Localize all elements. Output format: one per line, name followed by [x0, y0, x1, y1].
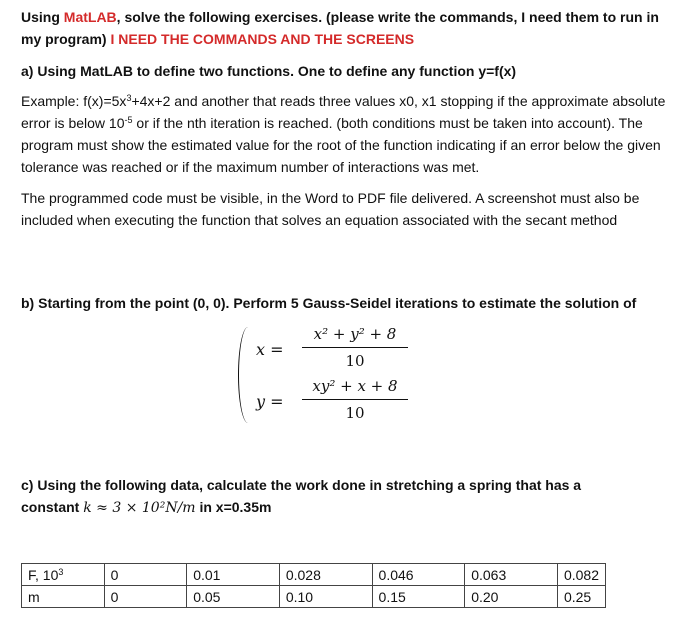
equation-y-lhs: y =	[256, 392, 284, 411]
table-cell: 0.028	[279, 564, 372, 586]
matlab-highlight: MatLAB	[63, 9, 117, 25]
part-b-title: b) Starting from the point (0, 0). Perform 5 Gauss-Seidel iterations to estimate the solution of	[21, 295, 637, 311]
equation-y-numerator: xy² + x + 8	[312, 377, 398, 395]
table-cell: 0.25	[557, 586, 605, 608]
intro-prefix: Using	[21, 9, 64, 25]
table-cell: 0.05	[187, 586, 280, 608]
example-text-3: or if the nth iteration is reached. (both conditions must be taken into account). The program must show the estimated value for the root of the function indicating if an error below the given tolerance was reached or if the maximum number of interactions was met.	[21, 115, 661, 175]
table-cell: 0.10	[279, 586, 372, 608]
part-c-suffix: in x=0.35m	[195, 499, 272, 515]
table-row	[22, 564, 606, 586]
row-label-text: F, 10	[28, 566, 59, 583]
equation-y	[250, 377, 420, 425]
table-row	[22, 586, 606, 608]
row-label-sup: 3	[58, 566, 64, 577]
row-label-displacement: m	[22, 586, 105, 608]
intro-emphasis: I NEED THE COMMANDS AND THE SCREENS	[110, 31, 415, 47]
intro-middle: , solve the following exercises. (please write the commands, I need them to run in my program)	[21, 9, 659, 47]
table-cell: 0.15	[372, 586, 465, 608]
equation-x	[250, 325, 420, 373]
example-text-2: +4x+2 and another that reads three values x0, x1 stopping if the approximate absolute error is below 10	[21, 93, 666, 131]
fraction-bar	[302, 399, 408, 400]
equation-x-numerator: x² + y² + 8	[313, 325, 397, 343]
table-cell: 0	[104, 586, 187, 608]
part-c-line-2	[21, 496, 271, 519]
table-cell: 0.20	[465, 586, 558, 608]
part-a-example	[21, 90, 676, 178]
left-brace	[238, 327, 249, 423]
equation-y-denominator: 10	[345, 404, 365, 422]
intro-paragraph	[21, 6, 661, 50]
spring-data-table	[21, 563, 606, 608]
part-c-prefix: constant	[21, 499, 84, 515]
example-sup-1: 3	[126, 93, 132, 103]
table-cell: 0.063	[465, 564, 558, 586]
fraction-bar	[302, 347, 408, 348]
table-cell: 0	[104, 564, 187, 586]
part-a-title: a) Using MatLAB to define two functions. One to define any function y=f(x)	[21, 63, 517, 79]
example-text-1: Example: f(x)=5x	[21, 93, 127, 109]
table-cell: 0.082	[557, 564, 605, 586]
part-c-line-1: c) Using the following data, calculate the work done in stretching a spring that has a	[21, 477, 582, 493]
part-a-paragraph-2: The programmed code must be visible, in the Word to PDF file delivered. A screenshot must also be included when executing the function that solves an equation associated with the secant method	[21, 190, 640, 228]
row-label-force	[22, 564, 105, 586]
equation-system	[238, 323, 438, 428]
equation-x-denominator: 10	[345, 352, 365, 370]
equation-x-lhs: x =	[256, 340, 284, 359]
example-sup-2: -5	[124, 115, 133, 125]
table-cell: 0.046	[372, 564, 465, 586]
spring-constant-expression: k ≈ 3 × 10²N/m	[83, 500, 196, 516]
table-cell: 0.01	[187, 564, 280, 586]
